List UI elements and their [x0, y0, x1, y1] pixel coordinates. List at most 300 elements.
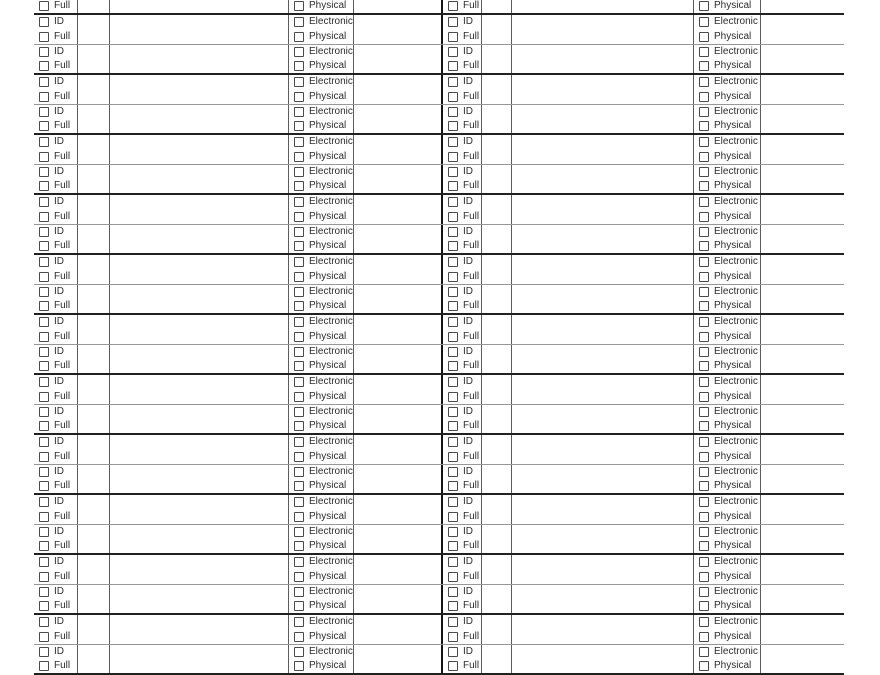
- blank-cell-wide-right: [512, 105, 694, 133]
- full-checkbox[interactable]: [39, 121, 49, 131]
- electronic-checkbox[interactable]: [699, 527, 709, 537]
- electronic-checkbox[interactable]: [699, 497, 709, 507]
- id-checkbox[interactable]: [448, 47, 458, 57]
- full-checkbox[interactable]: [448, 61, 458, 71]
- id-checkbox-label: ID: [463, 376, 473, 388]
- physical-checkbox[interactable]: [294, 632, 304, 642]
- electronic-checkbox-label: Electronic: [309, 76, 353, 88]
- id-checkbox[interactable]: [448, 347, 458, 357]
- electronic-checkbox[interactable]: [294, 527, 304, 537]
- physical-checkbox[interactable]: [699, 572, 709, 582]
- id-full-cell-right: [443, 45, 482, 73]
- full-checkbox[interactable]: [39, 32, 49, 42]
- format-cell-left: [289, 615, 354, 644]
- physical-row: [694, 299, 760, 313]
- full-row: [443, 479, 481, 493]
- full-checkbox[interactable]: [448, 32, 458, 42]
- id-checkbox-label: ID: [463, 226, 473, 237]
- id-row: [34, 465, 77, 479]
- id-row: [34, 585, 77, 599]
- id-checkbox[interactable]: [448, 107, 458, 117]
- blank-cell-end: [761, 375, 844, 404]
- format-cell-left: [289, 525, 354, 553]
- electronic-checkbox[interactable]: [294, 407, 304, 417]
- electronic-checkbox[interactable]: [294, 497, 304, 507]
- full-checkbox[interactable]: [448, 632, 458, 642]
- electronic-checkbox[interactable]: [294, 437, 304, 447]
- physical-row: [694, 599, 760, 613]
- id-checkbox-label: ID: [463, 196, 473, 208]
- full-checkbox[interactable]: [39, 601, 49, 611]
- id-row: [443, 135, 481, 150]
- physical-checkbox[interactable]: [699, 661, 709, 671]
- physical-row: [694, 270, 760, 285]
- full-checkbox[interactable]: [448, 92, 458, 102]
- format-cell-right: [694, 555, 761, 584]
- id-checkbox[interactable]: [448, 647, 458, 657]
- id-checkbox[interactable]: [448, 167, 458, 177]
- electronic-row: [694, 15, 760, 30]
- electronic-checkbox[interactable]: [294, 17, 304, 27]
- physical-checkbox-label: Physical: [309, 0, 347, 11]
- blank-cell-end: [761, 45, 844, 73]
- id-checkbox[interactable]: [448, 17, 458, 27]
- full-checkbox-label: Full: [54, 240, 71, 251]
- blank-cell-wide-right: [512, 615, 694, 644]
- full-checkbox[interactable]: [448, 241, 458, 251]
- id-checkbox-label: ID: [463, 316, 473, 328]
- electronic-checkbox[interactable]: [699, 617, 709, 627]
- id-checkbox[interactable]: [448, 617, 458, 627]
- full-checkbox[interactable]: [448, 332, 458, 342]
- id-checkbox[interactable]: [39, 347, 49, 357]
- electronic-row: [289, 345, 353, 359]
- full-checkbox[interactable]: [39, 241, 49, 251]
- id-full-cell-right: [443, 615, 482, 644]
- full-checkbox[interactable]: [39, 332, 49, 342]
- physical-checkbox-label: Physical: [714, 420, 752, 431]
- electronic-checkbox[interactable]: [294, 647, 304, 657]
- physical-checkbox[interactable]: [294, 1, 304, 11]
- physical-checkbox[interactable]: [699, 1, 709, 11]
- blank-cell-center-gap: [354, 255, 443, 284]
- physical-checkbox[interactable]: [699, 32, 709, 42]
- full-checkbox-label: Full: [54, 210, 71, 222]
- electronic-checkbox[interactable]: [294, 137, 304, 147]
- electronic-row: [289, 375, 353, 390]
- electronic-row: [694, 645, 760, 659]
- physical-checkbox[interactable]: [699, 541, 709, 551]
- id-checkbox[interactable]: [39, 197, 49, 207]
- electronic-checkbox[interactable]: [294, 107, 304, 117]
- blank-cell-wide-left: [110, 615, 289, 644]
- format-cell-left: [289, 435, 354, 464]
- electronic-checkbox[interactable]: [294, 257, 304, 267]
- format-cell-left: [289, 375, 354, 404]
- physical-checkbox[interactable]: [294, 541, 304, 551]
- id-row: [34, 285, 77, 299]
- id-checkbox[interactable]: [39, 47, 49, 57]
- full-checkbox[interactable]: [39, 181, 49, 191]
- id-checkbox[interactable]: [39, 377, 49, 387]
- physical-checkbox[interactable]: [294, 241, 304, 251]
- electronic-checkbox[interactable]: [294, 287, 304, 297]
- physical-checkbox-label: Physical: [714, 390, 752, 402]
- format-cell-left: [289, 555, 354, 584]
- full-row: [443, 450, 481, 465]
- physical-checkbox[interactable]: [699, 361, 709, 371]
- id-checkbox-label: ID: [463, 526, 473, 537]
- full-checkbox[interactable]: [448, 1, 458, 11]
- id-checkbox[interactable]: [39, 317, 49, 327]
- physical-row: [289, 330, 353, 345]
- full-row: [443, 299, 481, 313]
- electronic-checkbox[interactable]: [294, 587, 304, 597]
- id-row: [34, 195, 77, 210]
- physical-checkbox[interactable]: [699, 392, 709, 402]
- full-checkbox[interactable]: [448, 541, 458, 551]
- electronic-checkbox[interactable]: [294, 617, 304, 627]
- full-checkbox[interactable]: [448, 392, 458, 402]
- physical-checkbox[interactable]: [294, 572, 304, 582]
- id-checkbox[interactable]: [448, 197, 458, 207]
- id-full-cell-left: [34, 45, 78, 73]
- id-checkbox[interactable]: [39, 527, 49, 537]
- electronic-row: [289, 495, 353, 510]
- full-row: [443, 59, 481, 73]
- blank-cell-narrow-left: [78, 525, 110, 553]
- id-checkbox[interactable]: [39, 407, 49, 417]
- physical-checkbox[interactable]: [294, 32, 304, 42]
- physical-checkbox[interactable]: [294, 121, 304, 131]
- full-checkbox[interactable]: [39, 272, 49, 282]
- full-checkbox[interactable]: [448, 572, 458, 582]
- blank-cell-center-gap: [354, 465, 443, 493]
- id-checkbox[interactable]: [448, 317, 458, 327]
- full-row: [443, 390, 481, 405]
- id-full-cell-right: [443, 495, 482, 524]
- physical-checkbox-label: Physical: [309, 570, 347, 582]
- id-full-cell-left: [34, 555, 78, 584]
- full-checkbox[interactable]: [448, 512, 458, 522]
- full-checkbox[interactable]: [39, 421, 49, 431]
- full-checkbox[interactable]: [448, 421, 458, 431]
- full-row: [34, 90, 77, 105]
- full-checkbox[interactable]: [448, 152, 458, 162]
- physical-checkbox[interactable]: [699, 632, 709, 642]
- id-checkbox[interactable]: [448, 227, 458, 237]
- physical-row: [694, 510, 760, 525]
- id-checkbox[interactable]: [39, 437, 49, 447]
- record-row: [34, 645, 844, 675]
- physical-checkbox[interactable]: [294, 272, 304, 282]
- id-checkbox[interactable]: [39, 497, 49, 507]
- full-checkbox-label: Full: [463, 330, 480, 342]
- electronic-checkbox[interactable]: [294, 317, 304, 327]
- full-checkbox[interactable]: [39, 92, 49, 102]
- full-checkbox[interactable]: [39, 661, 49, 671]
- id-checkbox[interactable]: [39, 227, 49, 237]
- electronic-checkbox-label: Electronic: [309, 286, 353, 297]
- full-checkbox-label: Full: [54, 270, 71, 282]
- electronic-checkbox-label: Electronic: [309, 316, 353, 328]
- physical-checkbox[interactable]: [699, 272, 709, 282]
- record-row: [34, 105, 844, 135]
- electronic-checkbox[interactable]: [699, 197, 709, 207]
- record-row: [34, 165, 844, 195]
- physical-checkbox[interactable]: [699, 181, 709, 191]
- electronic-checkbox[interactable]: [699, 437, 709, 447]
- full-checkbox[interactable]: [448, 661, 458, 671]
- id-checkbox[interactable]: [448, 257, 458, 267]
- blank-cell-wide-left: [110, 525, 289, 553]
- full-checkbox-label: Full: [463, 570, 480, 582]
- electronic-row: [694, 75, 760, 90]
- physical-checkbox[interactable]: [699, 452, 709, 462]
- electronic-checkbox[interactable]: [294, 467, 304, 477]
- electronic-checkbox[interactable]: [699, 467, 709, 477]
- electronic-checkbox[interactable]: [699, 407, 709, 417]
- electronic-checkbox[interactable]: [699, 227, 709, 237]
- electronic-checkbox[interactable]: [699, 17, 709, 27]
- id-checkbox[interactable]: [39, 17, 49, 27]
- physical-row: [289, 179, 353, 193]
- full-checkbox[interactable]: [39, 61, 49, 71]
- id-full-cell-left: [34, 585, 78, 613]
- electronic-checkbox[interactable]: [699, 347, 709, 357]
- id-checkbox-label: ID: [54, 316, 64, 328]
- full-checkbox[interactable]: [39, 392, 49, 402]
- full-checkbox[interactable]: [39, 301, 49, 311]
- full-row: [34, 630, 77, 645]
- id-full-cell-right: [443, 165, 482, 193]
- physical-checkbox[interactable]: [699, 152, 709, 162]
- physical-checkbox[interactable]: [294, 361, 304, 371]
- electronic-checkbox[interactable]: [294, 197, 304, 207]
- physical-checkbox[interactable]: [294, 421, 304, 431]
- electronic-checkbox-label: Electronic: [714, 406, 758, 417]
- blank-cell-narrow-right: [482, 255, 512, 284]
- blank-cell-narrow-left: [78, 495, 110, 524]
- physical-checkbox-label: Physical: [309, 450, 347, 462]
- full-checkbox-label: Full: [463, 480, 480, 491]
- electronic-checkbox[interactable]: [294, 47, 304, 57]
- blank-cell-center-gap: [354, 435, 443, 464]
- electronic-checkbox-label: Electronic: [714, 556, 758, 568]
- physical-row: [694, 239, 760, 253]
- id-checkbox[interactable]: [448, 407, 458, 417]
- electronic-checkbox[interactable]: [699, 377, 709, 387]
- electronic-checkbox[interactable]: [294, 227, 304, 237]
- full-checkbox[interactable]: [448, 301, 458, 311]
- full-checkbox[interactable]: [448, 272, 458, 282]
- full-checkbox-label: Full: [463, 600, 480, 611]
- format-cell-right: [694, 375, 761, 404]
- physical-checkbox[interactable]: [699, 421, 709, 431]
- electronic-checkbox[interactable]: [699, 77, 709, 87]
- full-row: [34, 299, 77, 313]
- format-cell-right: [694, 405, 761, 433]
- full-checkbox[interactable]: [39, 632, 49, 642]
- full-checkbox[interactable]: [39, 481, 49, 491]
- id-checkbox-label: ID: [54, 556, 64, 568]
- electronic-checkbox-label: Electronic: [714, 106, 758, 117]
- electronic-checkbox[interactable]: [699, 167, 709, 177]
- id-checkbox[interactable]: [448, 377, 458, 387]
- blank-cell-narrow-right: [482, 225, 512, 253]
- electronic-checkbox[interactable]: [294, 167, 304, 177]
- physical-row: [289, 390, 353, 405]
- physical-row: [289, 450, 353, 465]
- full-checkbox[interactable]: [448, 601, 458, 611]
- physical-row: [694, 359, 760, 373]
- blank-cell-end: [761, 495, 844, 524]
- full-checkbox[interactable]: [448, 181, 458, 191]
- id-checkbox[interactable]: [448, 587, 458, 597]
- id-checkbox[interactable]: [448, 137, 458, 147]
- blank-cell-center-gap: [354, 75, 443, 104]
- full-checkbox-label: Full: [463, 270, 480, 282]
- electronic-checkbox[interactable]: [294, 347, 304, 357]
- blank-cell-wide-right: [512, 405, 694, 433]
- id-checkbox[interactable]: [39, 77, 49, 87]
- id-checkbox-label: ID: [54, 106, 64, 117]
- electronic-checkbox[interactable]: [699, 137, 709, 147]
- physical-checkbox[interactable]: [699, 212, 709, 222]
- electronic-checkbox[interactable]: [699, 47, 709, 57]
- full-checkbox-label: Full: [463, 510, 480, 522]
- id-checkbox[interactable]: [39, 137, 49, 147]
- full-checkbox[interactable]: [39, 152, 49, 162]
- full-checkbox[interactable]: [39, 361, 49, 371]
- physical-checkbox[interactable]: [294, 601, 304, 611]
- physical-checkbox[interactable]: [294, 481, 304, 491]
- electronic-checkbox-label: Electronic: [309, 226, 353, 237]
- full-checkbox[interactable]: [448, 452, 458, 462]
- physical-checkbox[interactable]: [294, 512, 304, 522]
- record-row: [34, 495, 844, 525]
- electronic-checkbox-label: Electronic: [714, 136, 758, 148]
- id-checkbox[interactable]: [39, 557, 49, 567]
- physical-checkbox[interactable]: [294, 181, 304, 191]
- full-checkbox[interactable]: [39, 212, 49, 222]
- physical-checkbox[interactable]: [699, 481, 709, 491]
- id-full-cell-left: [34, 105, 78, 133]
- physical-checkbox[interactable]: [294, 301, 304, 311]
- id-checkbox-label: ID: [54, 586, 64, 597]
- blank-cell-narrow-right: [482, 75, 512, 104]
- electronic-checkbox-label: Electronic: [714, 256, 758, 268]
- physical-checkbox[interactable]: [699, 512, 709, 522]
- physical-row: [289, 0, 353, 13]
- id-checkbox[interactable]: [448, 437, 458, 447]
- physical-checkbox-label: Physical: [309, 420, 347, 431]
- physical-row: [694, 119, 760, 133]
- id-checkbox[interactable]: [39, 617, 49, 627]
- blank-cell-wide-right: [512, 555, 694, 584]
- full-checkbox[interactable]: [39, 541, 49, 551]
- electronic-checkbox[interactable]: [699, 287, 709, 297]
- physical-checkbox[interactable]: [699, 241, 709, 251]
- physical-checkbox[interactable]: [294, 452, 304, 462]
- physical-checkbox[interactable]: [699, 601, 709, 611]
- physical-checkbox[interactable]: [699, 61, 709, 71]
- record-row: [34, 255, 844, 285]
- blank-cell-wide-left: [110, 45, 289, 73]
- id-row: [34, 645, 77, 659]
- electronic-checkbox[interactable]: [699, 257, 709, 267]
- id-checkbox[interactable]: [448, 467, 458, 477]
- electronic-checkbox[interactable]: [699, 317, 709, 327]
- id-checkbox[interactable]: [448, 497, 458, 507]
- physical-checkbox[interactable]: [294, 152, 304, 162]
- id-checkbox[interactable]: [448, 77, 458, 87]
- full-checkbox[interactable]: [39, 512, 49, 522]
- blank-cell-end: [761, 555, 844, 584]
- full-checkbox[interactable]: [39, 1, 49, 11]
- electronic-checkbox[interactable]: [294, 377, 304, 387]
- id-checkbox-label: ID: [54, 406, 64, 417]
- electronic-checkbox[interactable]: [699, 557, 709, 567]
- electronic-checkbox[interactable]: [699, 587, 709, 597]
- id-checkbox-label: ID: [463, 646, 473, 657]
- physical-checkbox[interactable]: [699, 92, 709, 102]
- id-checkbox[interactable]: [448, 287, 458, 297]
- blank-cell-narrow-left: [78, 195, 110, 224]
- physical-checkbox[interactable]: [294, 392, 304, 402]
- full-checkbox[interactable]: [39, 572, 49, 582]
- physical-checkbox[interactable]: [294, 92, 304, 102]
- physical-checkbox-label: Physical: [714, 570, 752, 582]
- id-row: [443, 105, 481, 119]
- full-checkbox[interactable]: [448, 481, 458, 491]
- full-checkbox-label: Full: [54, 150, 71, 162]
- electronic-checkbox[interactable]: [699, 107, 709, 117]
- id-checkbox[interactable]: [448, 527, 458, 537]
- electronic-checkbox[interactable]: [699, 647, 709, 657]
- electronic-checkbox[interactable]: [294, 557, 304, 567]
- physical-checkbox[interactable]: [699, 121, 709, 131]
- full-checkbox[interactable]: [448, 121, 458, 131]
- id-checkbox[interactable]: [39, 257, 49, 267]
- physical-checkbox[interactable]: [294, 661, 304, 671]
- physical-checkbox[interactable]: [294, 61, 304, 71]
- full-checkbox[interactable]: [448, 361, 458, 371]
- format-cell-right: [694, 15, 761, 44]
- physical-checkbox[interactable]: [699, 332, 709, 342]
- id-checkbox[interactable]: [39, 167, 49, 177]
- id-checkbox[interactable]: [39, 467, 49, 477]
- id-checkbox[interactable]: [39, 647, 49, 657]
- blank-cell-end: [761, 645, 844, 673]
- full-checkbox[interactable]: [448, 212, 458, 222]
- id-checkbox[interactable]: [39, 287, 49, 297]
- electronic-checkbox[interactable]: [294, 77, 304, 87]
- id-checkbox[interactable]: [39, 587, 49, 597]
- id-checkbox[interactable]: [448, 557, 458, 567]
- physical-checkbox[interactable]: [699, 301, 709, 311]
- blank-cell-wide-right: [512, 45, 694, 73]
- full-checkbox[interactable]: [39, 452, 49, 462]
- id-checkbox[interactable]: [39, 107, 49, 117]
- physical-checkbox[interactable]: [294, 212, 304, 222]
- full-row: [34, 210, 77, 225]
- electronic-row: [694, 135, 760, 150]
- physical-checkbox[interactable]: [294, 332, 304, 342]
- physical-row: [289, 299, 353, 313]
- blank-cell-wide-right: [512, 15, 694, 44]
- full-row: [443, 0, 481, 13]
